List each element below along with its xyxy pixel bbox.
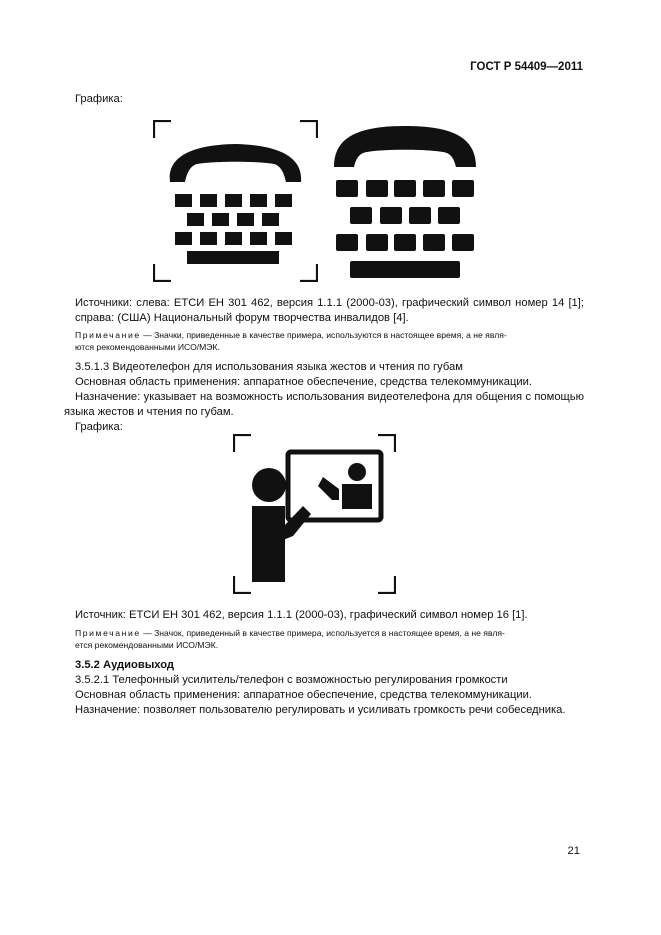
section-3-5-2-heading: 3.5.2 Аудиовыход: [75, 659, 174, 671]
sources-line-2: справа: (США) Национальный форум творчества инвалидов [4].: [75, 312, 409, 324]
keyboard-keys: [175, 194, 292, 264]
purpose-line-2: языка жестов и чтения по губам.: [64, 406, 234, 418]
note-2-cont: ется рекомендованными ИСО/МЭК.: [75, 640, 219, 650]
note-2: [75, 627, 584, 639]
keyboard-keys: [336, 180, 474, 278]
screen-person-icon: [318, 463, 372, 509]
user-person-icon: [252, 468, 311, 582]
sources-line-1: Источники: слева: ЕТСИ ЕН 301 462, версия 1.1.1 (2000-03), графический символ номер 14 [1];: [75, 297, 584, 309]
handset-icon: [334, 126, 476, 167]
note-text-2: — Значок, приведенный в качестве примера, используется в настоящее время, а не явля-: [140, 628, 505, 638]
section-3-5-1-3-heading: 3.5.1.3 Видеотелефон для использования языка жестов и чтения по губам: [75, 361, 463, 373]
videophone-sign-language-icon: [233, 434, 396, 594]
note-label-2: Примечание: [75, 628, 141, 638]
purpose-line-3: Назначение: позволяет пользователю регулировать и усиливать громкость речи собеседника.: [75, 704, 566, 716]
graphics-label-2: Графика:: [75, 421, 123, 433]
source-line: Источник: ЕТСИ ЕН 301 462, версия 1.1.1 (2000-03), графический символ номер 16 [1].: [75, 609, 528, 621]
application-line: Основная область применения: аппаратное обеспечение, средства телекоммуникации.: [75, 376, 532, 388]
application-line-2: Основная область применения: аппаратное обеспечение, средства телекоммуникации.: [75, 689, 532, 701]
page-number: 21: [567, 845, 580, 857]
section-3-5-2-1-heading: 3.5.2.1 Телефонный усилитель/телефон с возможностью регулирования громкости: [75, 674, 508, 686]
document-number: ГОСТ Р 54409—2011: [470, 61, 583, 73]
graphics-label: Графика:: [75, 93, 123, 105]
purpose-line-1: Назначение: указывает на возможность использования видеотелефона для общения с помощью: [75, 391, 584, 403]
note-label: Примечание: [75, 330, 141, 340]
textphone-keyboard-icon: [153, 120, 318, 282]
note-text: — Значки, приведенные в качестве примера, используются в настоящее время, а не явля-: [140, 330, 507, 340]
textphone-keyboard-icon-usa: [330, 125, 480, 280]
note-1-cont: ются рекомендованными ИСО/МЭК.: [75, 342, 220, 352]
note-1: [75, 329, 584, 341]
handset-icon: [170, 144, 301, 182]
